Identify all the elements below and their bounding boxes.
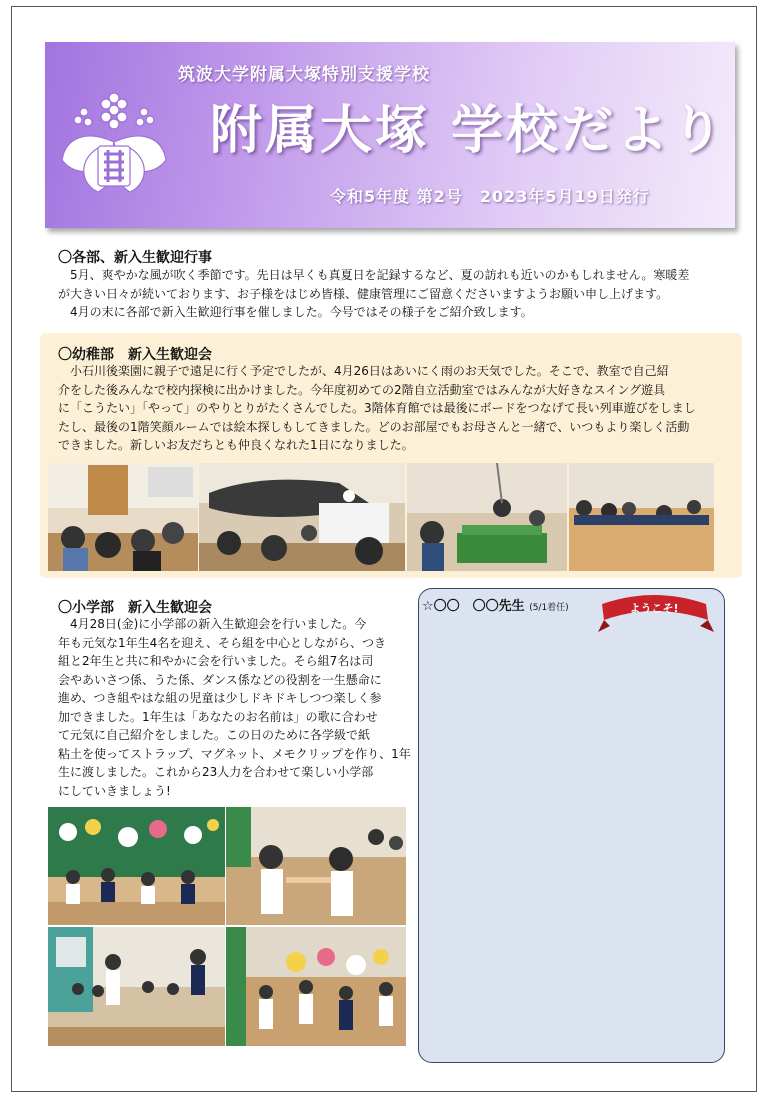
photo-elementary-dance xyxy=(226,927,406,1046)
text-line: 粘土を使ってストラップ、マグネット、メモクリップを作り、1年 xyxy=(58,746,411,761)
school-name: 筑波大学附属大塚特別支援学校 xyxy=(178,65,430,85)
text-line: 組と2年生と共に和やかに会を行いました。そら組7名は司 xyxy=(58,654,374,668)
text-line: できました。新しいお友だちとも仲良くなれた1日になりました。 xyxy=(58,438,414,452)
new-teacher-name: ☆〇〇 〇〇先生 xyxy=(422,599,525,614)
text-line: て元気に自己紹介をしました。この日のために各学級で紙 xyxy=(58,728,371,742)
text-line: たし、最後の1階笑顔ルームでは絵本探しもしてきました。どのお部屋でもお母さんと一緒で、いつもより楽しく活動 xyxy=(58,419,690,434)
welcome-ribbon-text: ようこそ! xyxy=(629,602,679,615)
photo-elementary-stage xyxy=(48,807,225,925)
welcome-ribbon xyxy=(596,586,714,638)
text-line: 年も元気な1年生4名を迎え、そら組を中心としながら、つき xyxy=(58,635,386,650)
text-line: 5月、爽やかな風が吹く季節です。先日は早くも真夏日を記録するなど、夏の訪れも近いのかもしれません。寒暖差 xyxy=(58,268,690,282)
photo-classroom-self-introduction xyxy=(48,463,198,571)
text-line: 介をした後みんなで校内探検に出かけました。今年度初めての2階自立活動室ではみんなが大好きなスイング遊具 xyxy=(58,382,666,397)
section-title-kindergarten: 〇幼稚部 新入生歓迎会 xyxy=(58,347,212,363)
text-line: が大きい日々が続いております、お子様をはじめ皆様、健康管理にご留意くださいますようお願い申し上げます。 xyxy=(58,286,669,301)
section-text-elementary xyxy=(58,615,411,800)
new-teacher-title xyxy=(422,595,569,614)
section-title-elementary: 〇小学部 新入生歓迎会 xyxy=(58,600,212,616)
section-text-welcome-events xyxy=(58,266,689,322)
photo-koinobori-play xyxy=(199,463,405,571)
new-teacher-arrival-note: (5/1着任) xyxy=(529,603,569,613)
text-line: 4月28日(金)に小学部の新入生歓迎会を行いました。今 xyxy=(58,617,367,631)
photo-elementary-hands xyxy=(226,807,406,925)
text-line: 4月の末に各部で新入生歓迎行事を催しました。今号ではその様子をご紹介致します。 xyxy=(58,305,533,319)
photo-elementary-introduction xyxy=(48,927,225,1046)
text-line: にしていきましょう! xyxy=(58,783,171,798)
text-line: 進め、つき組やはな組の児童は少しドキドキしつつ楽しく参 xyxy=(58,691,382,705)
issue-date: 令和5年度 第2号 2023年5月19日発行 xyxy=(330,187,650,206)
photo-gym-train-play xyxy=(569,463,714,571)
photo-swing-room xyxy=(407,463,567,571)
section-title-welcome-events: 〇各部、新入生歓迎行事 xyxy=(58,250,212,266)
school-emblem xyxy=(58,90,170,196)
new-teacher-box xyxy=(418,588,725,1063)
text-line: 加できました。1年生は「あなたのお名前は」の歌に合わせ xyxy=(58,709,378,724)
section-text-kindergarten xyxy=(58,362,696,455)
text-line: 小石川後楽園に親子で遠足に行く予定でしたが、4月26日はあいにく雨のお天気でした。そこで、教室で自己紹 xyxy=(58,364,669,378)
text-line: 会やあいさつ係、うた係、ダンス係などの役割を一生懸命に xyxy=(58,672,382,687)
newsletter-title: 附属大塚 学校だより xyxy=(210,101,727,161)
text-line: 生に渡しました。これから23人力を合わせて楽しい小学部 xyxy=(58,765,374,779)
text-line: に「こうたい」「やって」のやりとりがたくさんでした。3階体育館では最後にボードをつなげて長い列車遊びをしまし xyxy=(58,401,696,415)
